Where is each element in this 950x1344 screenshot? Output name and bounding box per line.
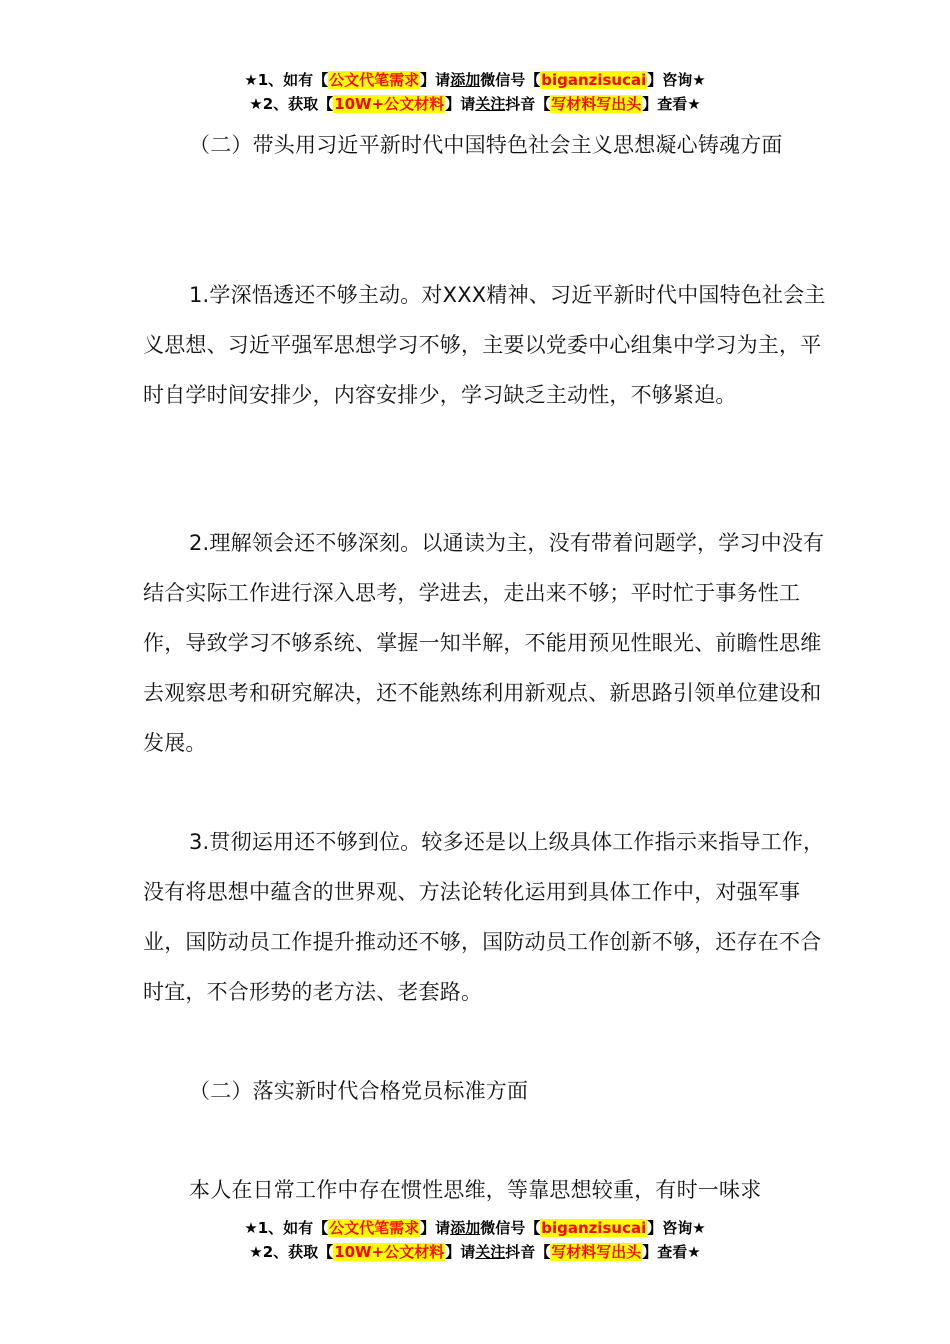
banner-text: ★2、获取【	[249, 1243, 334, 1261]
banner-highlight: biganzisucai	[541, 1219, 647, 1237]
paragraph-item-1: 1.学深悟透还不够主动。对XXX精神、习近平新时代中国特色社会主义思想、习近平强军思想学习不够，主要以党委中心组集中学习为主，平时自学时间安排少，内容安排少，学习缺乏主动性，不够紧迫。	[143, 283, 826, 407]
banner-text: ★1、如有【	[244, 71, 329, 89]
banner-highlight: 10W+公文材料	[334, 95, 445, 113]
banner-highlight: biganzisucai	[541, 71, 647, 89]
paragraph-item-3: 3.贯彻运用还不够到位。较多还是以上级具体工作指示来指导工作，没有将思想中蕴含的世界观、方法论转化运用到具体工作中，对强军事业，国防动员工作提升推动还不够，国防动员工作创新不够，还存在不合时宜，不合形势的老方法、老套路。	[143, 830, 825, 1004]
banner-line-1	[0, 68, 950, 92]
banner-underlined: 添加	[450, 1219, 481, 1237]
top-banner	[0, 68, 950, 116]
banner-text: 抖音【	[505, 1243, 551, 1261]
banner-line-1	[0, 1216, 950, 1240]
banner-text: 微信号【	[480, 71, 541, 89]
paragraph-item-2: 2.理解领会还不够深刻。以通读为主，没有带着问题学，学习中没有结合实际工作进行深入思考，学进去，走出来不够；平时忙于事务性工作，导致学习不够系统、掌握一知半解，不能用预见性眼光、前瞻性思维去观察思考和研究解决，还不能熟练利用新观点、新思路引领单位建设和发展。	[143, 531, 825, 755]
banner-underlined: 添加	[450, 71, 481, 89]
banner-highlight: 写材料写出头	[551, 1243, 642, 1261]
banner-text: ★2、获取【	[249, 95, 334, 113]
banner-text: 抖音【	[505, 95, 551, 113]
banner-text: 】咨询★	[647, 1219, 706, 1237]
banner-text: 】查看★	[642, 95, 701, 113]
section-heading-2: （二）落实新时代合格党员标准方面	[189, 1079, 529, 1103]
banner-highlight: 公文代笔需求	[329, 1219, 420, 1237]
banner-text: 】请	[420, 1219, 451, 1237]
bottom-banner	[0, 1216, 950, 1264]
banner-underlined: 关注	[475, 95, 506, 113]
banner-underlined: 关注	[475, 1243, 506, 1261]
banner-text: 】查看★	[642, 1243, 701, 1261]
banner-text: 】请	[445, 1243, 476, 1261]
banner-highlight: 写材料写出头	[551, 95, 642, 113]
banner-line-2	[0, 92, 950, 116]
banner-text: 】咨询★	[647, 71, 706, 89]
paragraph-last: 本人在日常工作中存在惯性思维，等靠思想较重，有时一味求	[189, 1178, 762, 1202]
banner-text: 微信号【	[480, 1219, 541, 1237]
banner-text: ★1、如有【	[244, 1219, 329, 1237]
banner-text: 】请	[445, 95, 476, 113]
banner-highlight: 10W+公文材料	[334, 1243, 445, 1261]
banner-line-2	[0, 1240, 950, 1264]
banner-text: 】请	[420, 71, 451, 89]
banner-highlight: 公文代笔需求	[329, 71, 420, 89]
section-heading-1: （二）带头用习近平新时代中国特色社会主义思想凝心铸魂方面	[189, 133, 783, 157]
